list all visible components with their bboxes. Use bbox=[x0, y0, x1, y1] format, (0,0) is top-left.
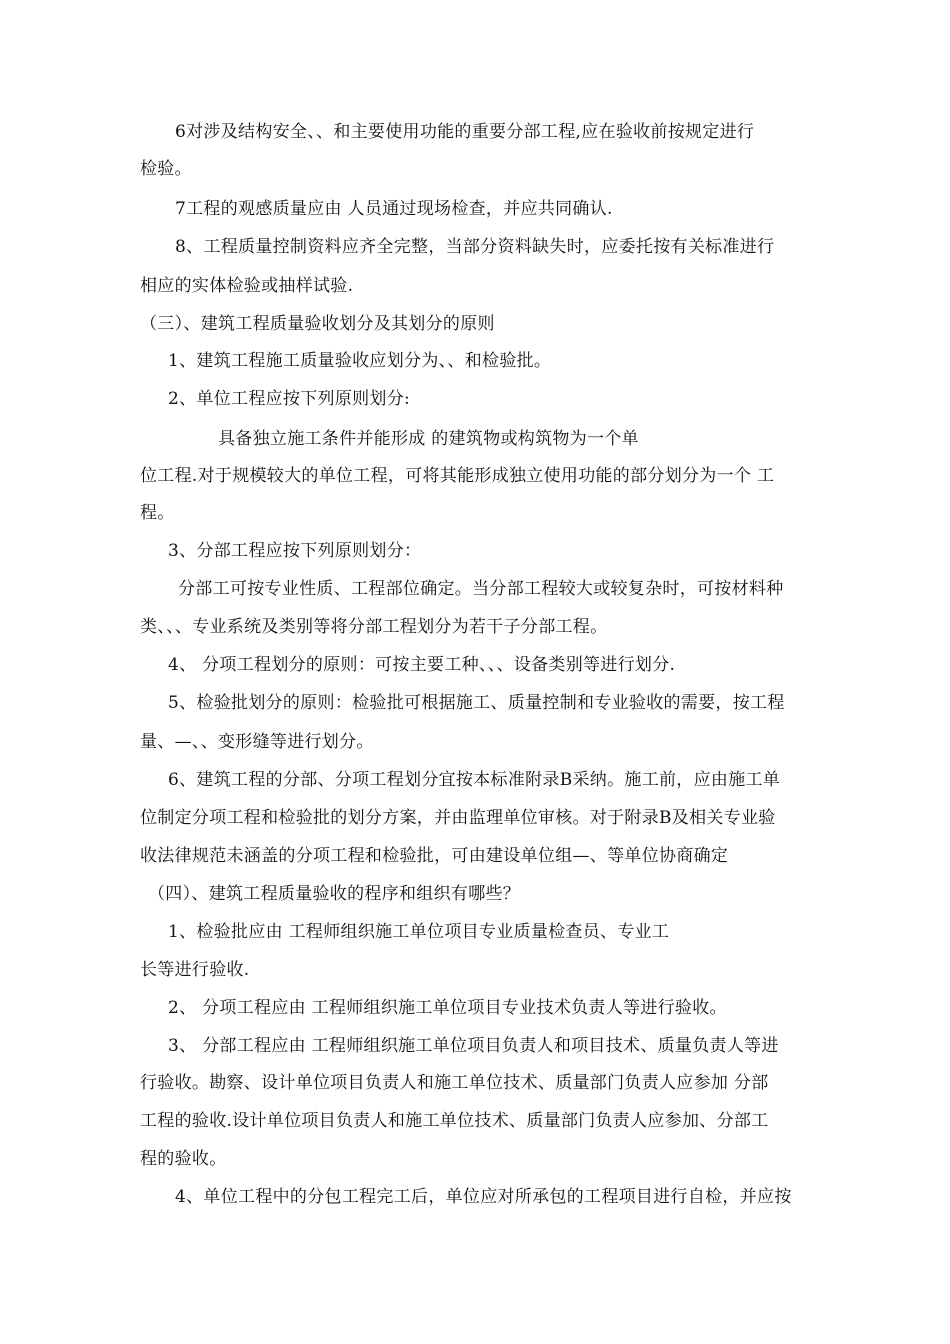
text-line: 行验收。勘察、设计单位项目负责人和施工单位技术、质量部门负责人应参加 分部 bbox=[140, 1073, 769, 1093]
text-line: 2、单位工程应按下列原则划分: bbox=[168, 389, 411, 409]
text-line: 长等进行验收. bbox=[140, 960, 250, 980]
text-line: 位制定分项工程和检验批的划分方案，并由监理单位审核。对于附录B及相关专业验 bbox=[140, 808, 776, 828]
text-line: 4、单位工程中的分包工程完工后，单位应对所承包的工程项目进行自检，并应按 bbox=[175, 1187, 792, 1207]
text-line: 分部工可按专业性质、工程部位确定。当分部工程较大或较复杂时，可按材料种 bbox=[178, 579, 784, 599]
text-line: 程的验收。 bbox=[140, 1149, 227, 1169]
text-line: 3、 分部工程应由 工程师组织施工单位项目负责人和项目技术、质量负责人等进 bbox=[168, 1036, 779, 1056]
section-heading: （四）、建筑工程质量验收的程序和组织有哪些？ bbox=[148, 884, 521, 904]
text-line: 2、 分项工程应由 工程师组织施工单位项目专业技术负责人等进行验收。 bbox=[168, 998, 727, 1018]
text-line: 3、分部工程应按下列原则划分： bbox=[168, 541, 422, 561]
text-line: 程。 bbox=[140, 503, 175, 523]
text-line: 量、—、、变形缝等进行划分。 bbox=[140, 732, 374, 752]
text-line: 1、建筑工程施工质量验收应划分为、、和检验批。 bbox=[168, 351, 552, 371]
text-line: 具备独立施工条件并能形成 的建筑物或构筑物为一个单 bbox=[218, 429, 639, 449]
text-line: 检验。 bbox=[140, 159, 192, 179]
text-line: 相应的实体检验或抽样试验. bbox=[140, 276, 354, 296]
text-line: 7工程的观感质量应由 人员通过现场检查，并应共同确认. bbox=[175, 199, 613, 219]
text-line: 6对涉及结构安全、、和主要使用功能的重要分部工程,应在验收前按规定进行 bbox=[175, 122, 755, 142]
text-line: 1、检验批应由 工程师组织施工单位项目专业质量检查员、专业工 bbox=[168, 922, 670, 942]
text-line: 工程的验收.设计单位项目负责人和施工单位技术、质量部门负责人应参加、分部工 bbox=[140, 1111, 769, 1131]
section-heading: （三）、建筑工程质量验收划分及其划分的原则 bbox=[140, 314, 495, 334]
text-line: 收法律规范未涵盖的分项工程和检验批，可由建设单位组—、等单位协商确定 bbox=[140, 846, 729, 866]
text-line: 4、 分项工程划分的原则：可按主要工种、、、设备类别等进行划分. bbox=[168, 655, 676, 675]
text-line: 位工程.对于规模较大的单位工程，可将其能形成独立使用功能的部分划分为一个 工 bbox=[140, 466, 775, 486]
text-line: 6、建筑工程的分部、分项工程划分宜按本标准附录B采纳。施工前，应由施工单 bbox=[168, 770, 781, 790]
text-line: 8、工程质量控制资料应齐全完整，当部分资料缺失时，应委托按有关标准进行 bbox=[175, 237, 775, 257]
text-line: 5、检验批划分的原则：检验批可根据施工、质量控制和专业验收的需要，按工程 bbox=[168, 693, 785, 713]
text-line: 类、、、专业系统及类别等将分部工程划分为若干子分部工程。 bbox=[140, 617, 608, 637]
